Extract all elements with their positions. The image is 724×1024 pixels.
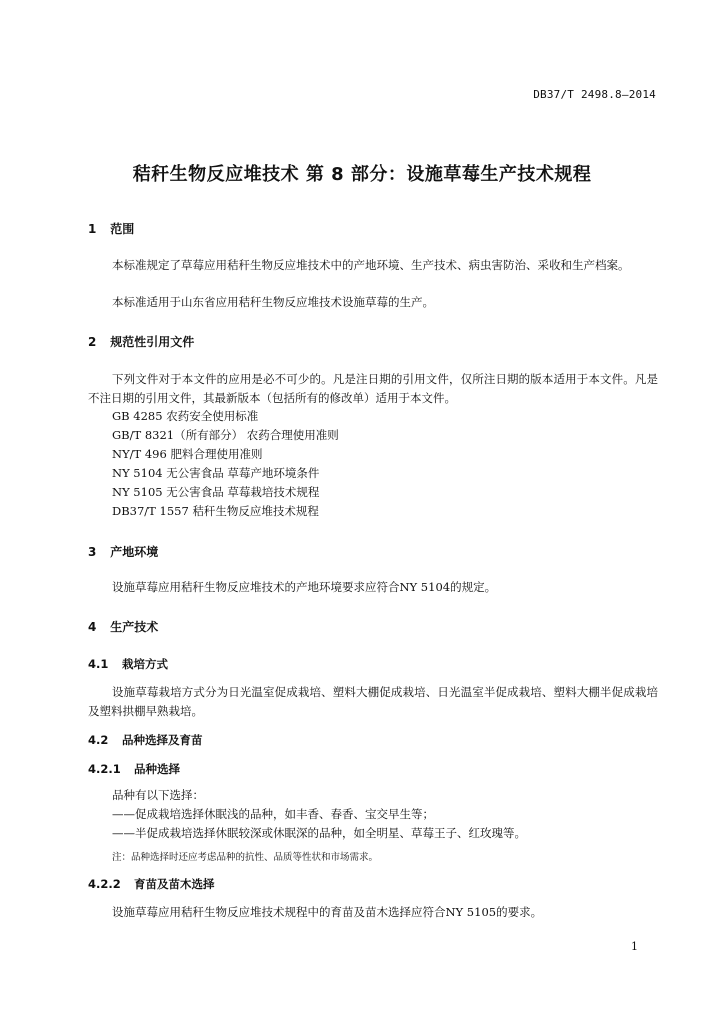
subsection-title: 品种选择	[134, 762, 181, 776]
subsection-4-2-heading	[88, 732, 203, 748]
section-3-paragraph-1: 设施草莓应用秸秆生物反应堆技术的产地环境要求应符合NY 5104的规定。	[112, 580, 497, 594]
list-item: ——半促成栽培选择休眠较深或休眠深的品种，如全明星、草莓王子、红玫瑰等。	[112, 826, 526, 840]
subsection-4-2-1-heading	[88, 761, 180, 777]
subsection-4-2-2-paragraph: 设施草莓应用秸秆生物反应堆技术规程中的育苗及苗木选择应符合NY 5105的要求。	[112, 905, 543, 919]
list-intro: 品种有以下选择：	[112, 788, 204, 802]
subsection-4-1-paragraph: 设施草莓栽培方式分为日光温室促成栽培、塑料大棚促成栽培、日光温室半促成栽培、塑料大棚半促成栽培及塑料拱棚早熟栽培。	[88, 685, 658, 718]
reference-item: GB 4285 农药安全使用标准	[112, 409, 259, 423]
reference-item: NY 5105 无公害食品 草莓栽培技术规程	[112, 485, 320, 499]
section-number: 1	[88, 222, 97, 236]
section-number: 4	[88, 620, 97, 634]
reference-item: NY 5104 无公害食品 草莓产地环境条件	[112, 466, 320, 480]
subsection-number: 4.2.2	[88, 877, 121, 891]
section-2-heading	[88, 333, 194, 350]
section-title: 范围	[110, 222, 135, 236]
section-1-paragraph-2: 本标准适用于山东省应用秸秆生物反应堆技术设施草莓的生产。	[112, 295, 434, 309]
subsection-title: 栽培方式	[122, 657, 169, 671]
reference-item: DB37/T 1557 秸秆生物反应堆技术规程	[112, 504, 319, 518]
section-title: 生产技术	[110, 620, 159, 634]
section-1-heading	[88, 220, 134, 237]
section-number: 2	[88, 335, 97, 349]
subsection-title: 品种选择及育苗	[122, 733, 203, 747]
subsection-title: 育苗及苗木选择	[134, 877, 215, 891]
reference-item: GB/T 8321（所有部分） 农药合理使用准则	[112, 428, 339, 442]
section-number: 3	[88, 545, 97, 559]
note: 注：品种选择时还应考虑品种的抗性、品质等性状和市场需求。	[112, 852, 379, 863]
section-title: 产地环境	[110, 545, 159, 559]
section-4-heading	[88, 618, 158, 635]
document-title: 秸秆生物反应堆技术 第 8 部分：设施草莓生产技术规程	[132, 164, 592, 185]
list-item: ——促成栽培选择休眠浅的品种，如丰香、春香、宝交早生等；	[112, 807, 434, 821]
subsection-number: 4.2.1	[88, 762, 121, 776]
section-1-paragraph-1: 本标准规定了草莓应用秸秆生物反应堆技术中的产地环境、生产技术、病虫害防治、采收和生产档案。	[112, 258, 630, 272]
subsection-number: 4.1	[88, 657, 109, 671]
document-code: DB37/T 2498.8—2014	[533, 88, 656, 101]
section-3-heading	[88, 543, 158, 560]
subsection-4-2-2-heading	[88, 876, 215, 892]
subsection-number: 4.2	[88, 733, 109, 747]
page-number: 1	[631, 940, 638, 953]
section-2-paragraph-1: 下列文件对于本文件的应用是必不可少的。凡是注日期的引用文件，仅所注日期的版本适用于本文件。凡是不注日期的引用文件，其最新版本（包括所有的修改单）适用于本文件。	[88, 372, 658, 405]
section-title: 规范性引用文件	[110, 335, 195, 349]
subsection-4-1-heading	[88, 656, 168, 672]
reference-item: NY/T 496 肥料合理使用准则	[112, 447, 263, 461]
